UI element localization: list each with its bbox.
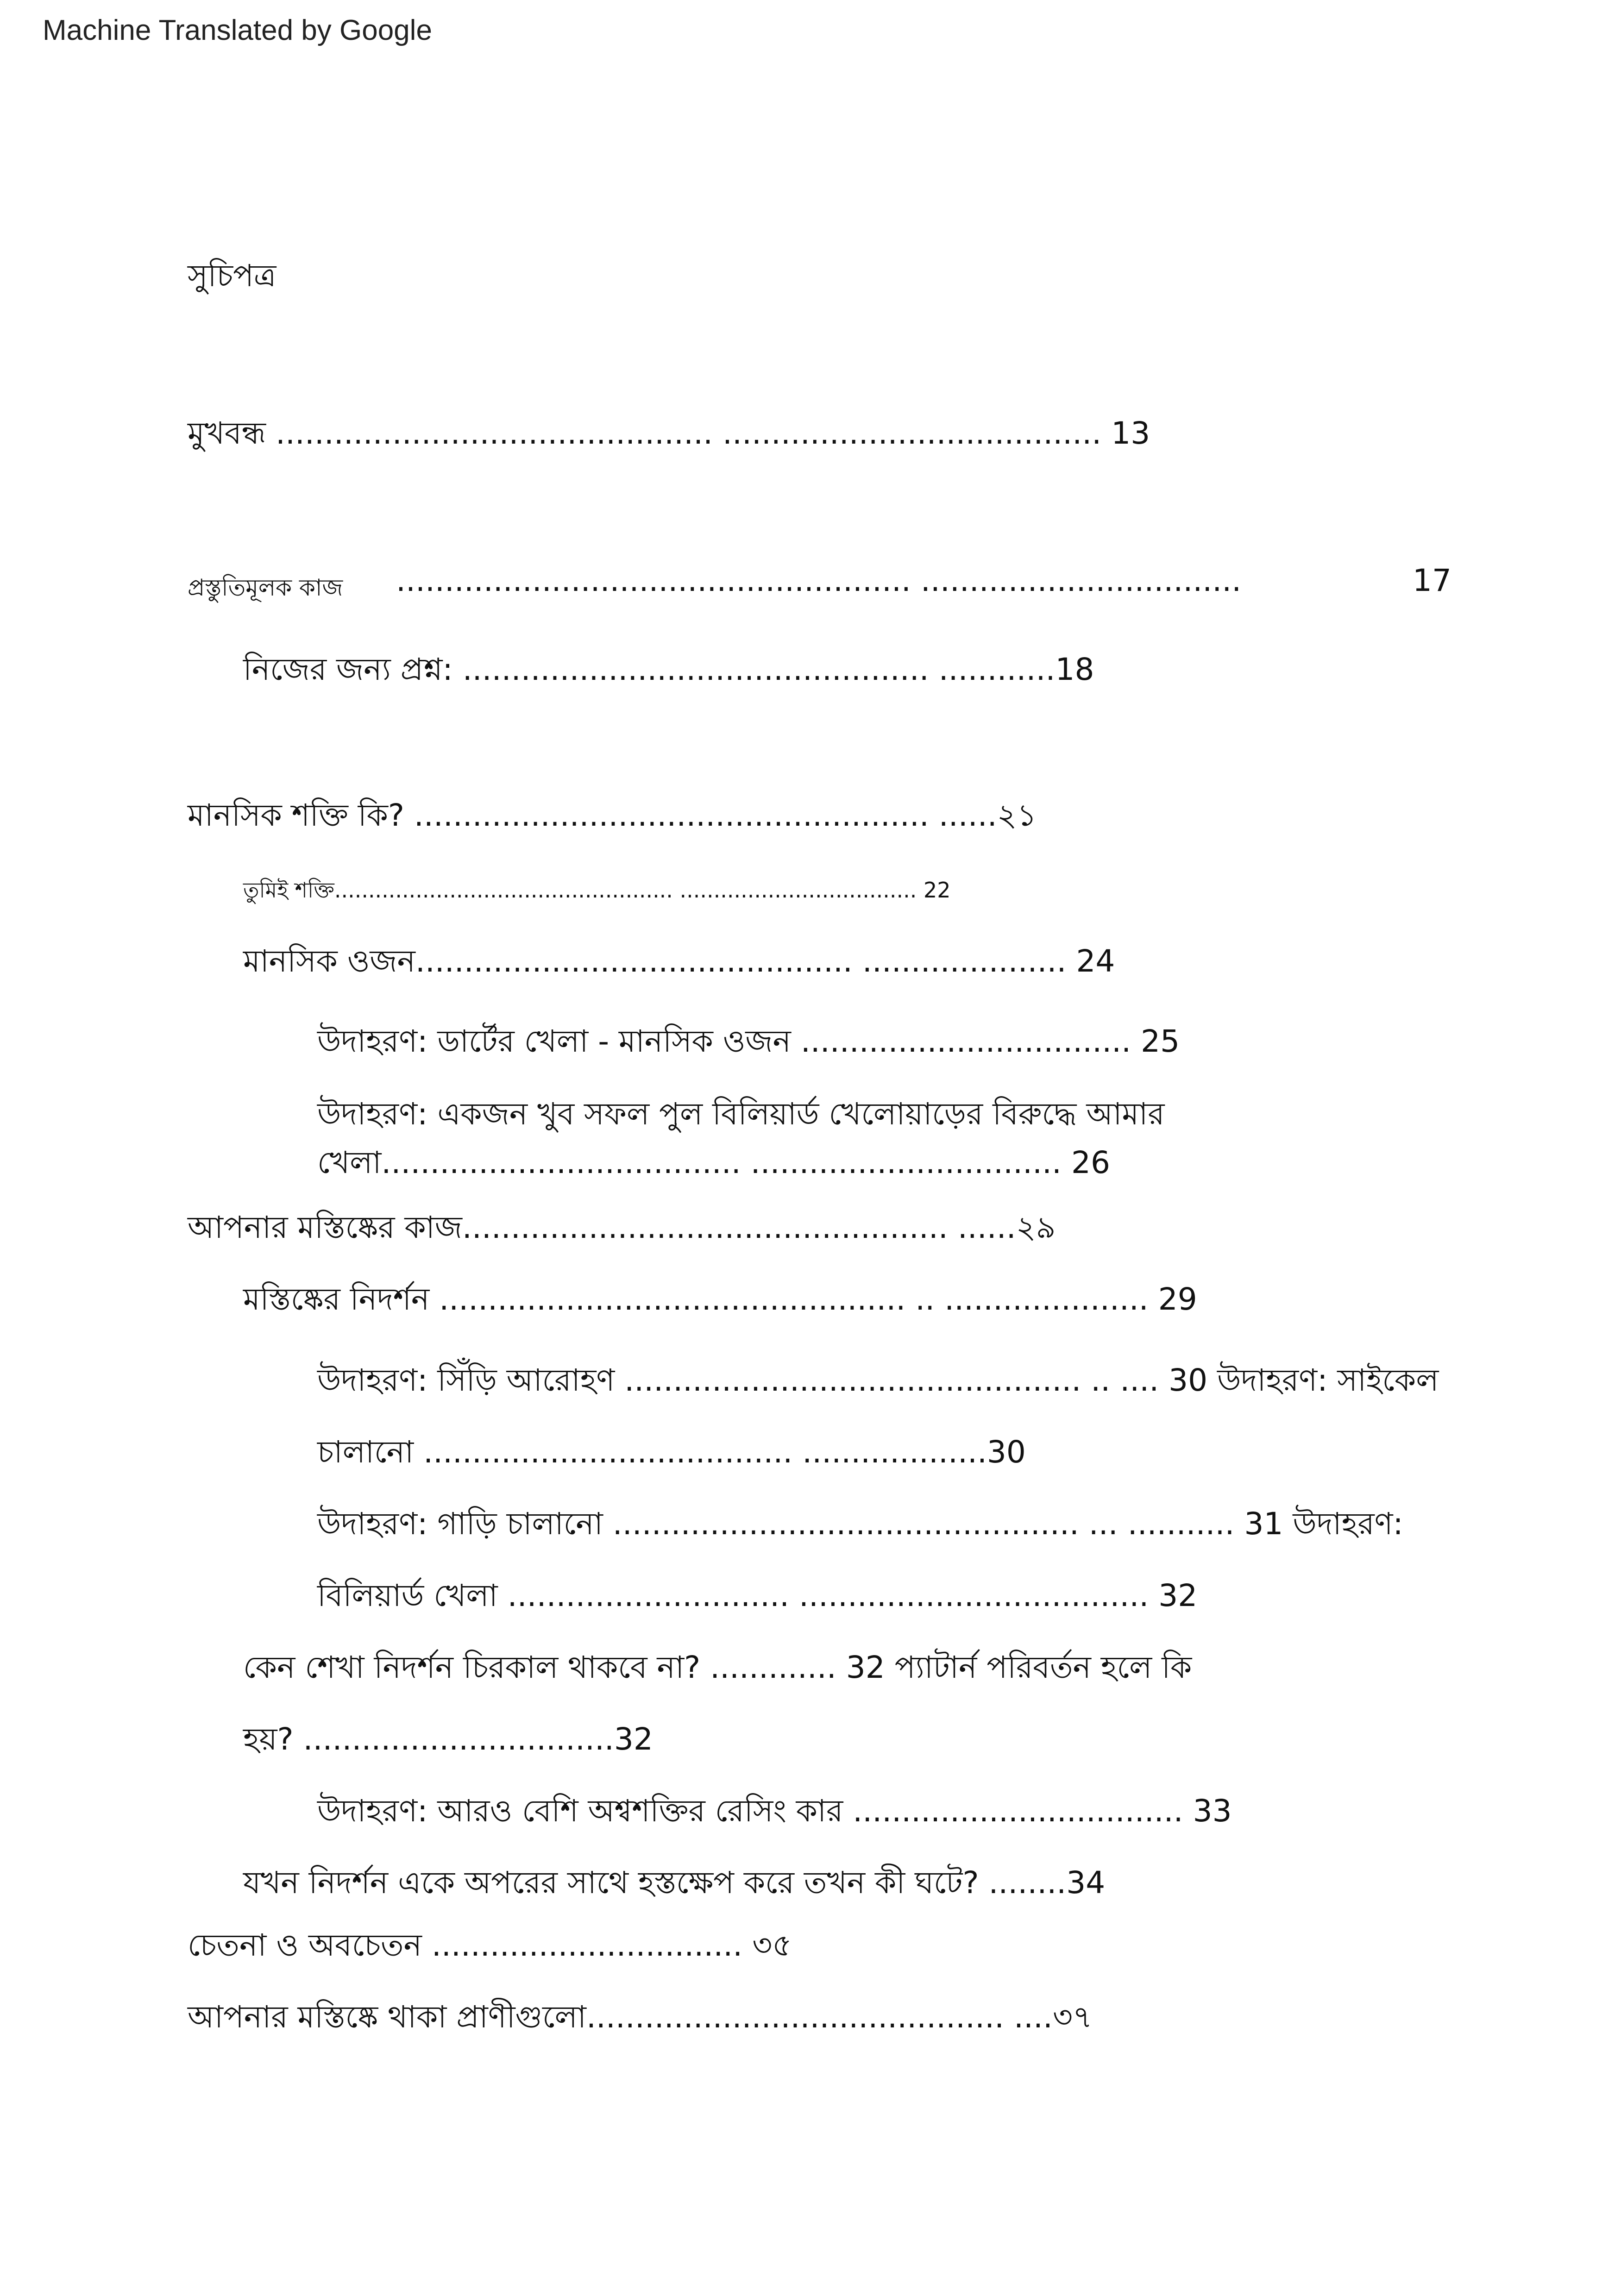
toc-entry: তুমিই শক্তি.................................................. ................................... 22: [243, 878, 951, 903]
toc-entry: নিজের জন্য প্রশ্ন: ................................................ ............18: [243, 652, 1094, 687]
toc-entry: আপনার মস্তিষ্কের কাজ.................................................. ......২৯: [188, 1210, 1056, 1245]
toc-entry: উদাহরণ: আরও বেশি অশ্বশক্তির রেসিং কার .................................. 33: [317, 1793, 1232, 1829]
toc-entry: মস্তিষ্কের নিদর্শন ................................................ .. ..................... 29: [243, 1281, 1197, 1317]
toc-entry: মানসিক ওজন............................................. ..................... 24: [243, 943, 1115, 979]
toc-entry: উদাহরণ: একজন খুব সফল পুল বিলিয়ার্ড খেলোয়াড়ের বিরুদ্ধে আমার: [317, 1096, 1165, 1132]
toc-entry-label: প্রস্তুতিমূলক কাজ: [188, 574, 343, 601]
toc-entry: চালানো ...................................... ...................30: [317, 1434, 1026, 1470]
toc-entry: মুখবন্ধ ............................................. ....................................... 13: [188, 415, 1150, 451]
toc-title: সুচিপত্র: [188, 258, 276, 294]
toc-entry: উদাহরণ: সিঁড়ি আরোহণ ............................................... .. .... 30 উদাহরণ: সাইকেল: [317, 1362, 1439, 1398]
toc-entry: উদাহরণ: গাড়ি চালানো ................................................ ... ........... 31 উদাহরণ:: [317, 1506, 1403, 1542]
toc-entry: হয়? ................................32: [243, 1721, 653, 1757]
toc-entry-leader: ..................................................... .................................: [396, 563, 1242, 598]
toc-entry-page: 17: [1413, 563, 1451, 598]
toc-entry: মানসিক শক্তি কি? ..................................................... ......২১: [188, 797, 1037, 833]
toc-entry: কেন শেখা নিদর্শন চিরকাল থাকবে না? ............. 32 প্যাটার্ন পরিবর্তন হলে কি: [243, 1650, 1192, 1685]
toc-entry: চেতনা ও অবচেতন ................................ ৩৫: [188, 1927, 792, 1963]
toc-entry: খেলা..................................... ................................ 26: [317, 1145, 1110, 1180]
machine-translation-banner: Machine Translated by Google: [43, 14, 432, 46]
toc-entry: আপনার মস্তিষ্কে থাকা প্রাণীগুলো........................................... ....৩৭: [188, 1999, 1093, 2035]
toc-entry: বিলিয়ার্ড খেলা ............................. .................................... 32: [317, 1578, 1198, 1613]
toc-entry: যখন নিদর্শন একে অপরের সাথে হস্তক্ষেপ করে তখন কী ঘটে? ........34: [243, 1865, 1106, 1901]
toc-entry: উদাহরণ: ডার্টের খেলা - মানসিক ওজন .................................. 25: [317, 1023, 1180, 1059]
